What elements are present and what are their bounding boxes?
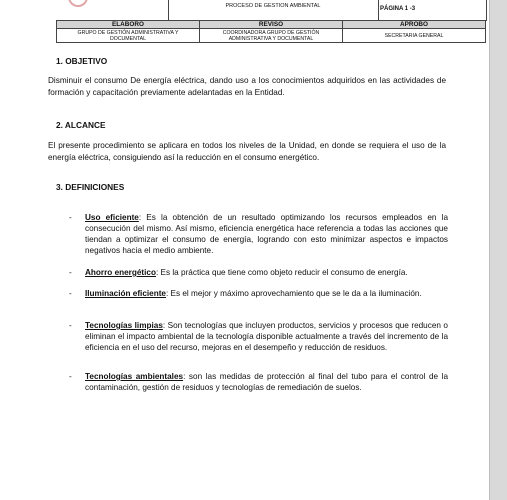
- objetivo-text: Disminuir el consumo De energía eléctrica, dando uso a los conocimientos adquiridos en las actividades de formación y capacitación previamente adelantadas en la Entidad.: [48, 76, 446, 97]
- elaboro-label: ELABORO: [57, 21, 200, 29]
- logo-cell: [56, 0, 169, 21]
- bullet-dash: -: [69, 213, 72, 222]
- definition-text: : Es el mejor y máximo aprovechamiento que se le da a la iluminación.: [165, 289, 422, 298]
- signature-table: [56, 20, 486, 43]
- definition-text: : Es la práctica que tiene como objeto reducir el consumo de energía.: [155, 268, 408, 277]
- alcance-heading: 2. ALCANCE: [56, 120, 106, 130]
- bullet-dash: -: [69, 268, 72, 277]
- reviso-label: REVISO: [200, 21, 343, 29]
- definition-text: : Es la obtención de un resultado optimizando los recursos empleados en la consecución del mismo. Así mismo, eficiencia energética hace referencia a todas las acciones que tiendan a optimizar el consumo de energía, logrando con esto minimizar aspectos e impactos negativos hacia el medio ambiente.: [85, 213, 448, 255]
- page-number-cell: [378, 0, 487, 21]
- alcance-text: El presente procedimiento se aplicara en todos los niveles de la Unidad, en donde se requiera el uso de la energía eléctrica, consiguiendo así la reducción en el consumo energético.: [48, 141, 446, 162]
- aprobo-value: SECRETARIA GENERAL: [343, 29, 486, 43]
- definition-term: Iluminación eficiente: [85, 289, 166, 298]
- page-edge-shadow: [489, 0, 507, 500]
- process-title: PROCESO DE GESTION AMBIENTAL: [168, 0, 379, 21]
- definiciones-heading: 3. DEFINICIONES: [56, 182, 125, 192]
- definition-text: : son las medidas de protección al final del tubo para el control de la contaminación, gestión de residuos y tecnologías de remediación de suelos.: [85, 372, 449, 392]
- entity-logo: [68, 0, 88, 7]
- definition-text: : Son tecnologías que incluyen productos, servicios y procesos que reducen o eliminan el impacto ambiental de la tecnología disponible actualmente a través del incremento de la eficiencia en el uso del recurso, mejoras en el desempeño y reducción de residuos.: [85, 321, 448, 352]
- page-number: PÁGINA 1 -3: [380, 6, 416, 12]
- definition-term: Tecnologías ambientales: [85, 372, 184, 381]
- bullet-dash: -: [69, 289, 72, 298]
- bullet-dash: -: [69, 372, 72, 381]
- aprobo-label: APROBO: [343, 21, 486, 29]
- elaboro-value: GRUPO DE GESTIÓN ADMINISTRATIVA Y DOCUMENTAL: [57, 29, 200, 43]
- bullet-dash: -: [69, 321, 72, 330]
- definition-term: Tecnologías limpias: [85, 321, 163, 330]
- objetivo-heading: 1. OBJETIVO: [56, 56, 108, 66]
- definition-term: Ahorro energético: [85, 268, 156, 277]
- reviso-value: COORDINADORA GRUPO DE GESTIÓN ADMINISTRATIVA Y DOCUMENTAL: [200, 29, 343, 43]
- definition-term: Uso eficiente: [85, 213, 139, 222]
